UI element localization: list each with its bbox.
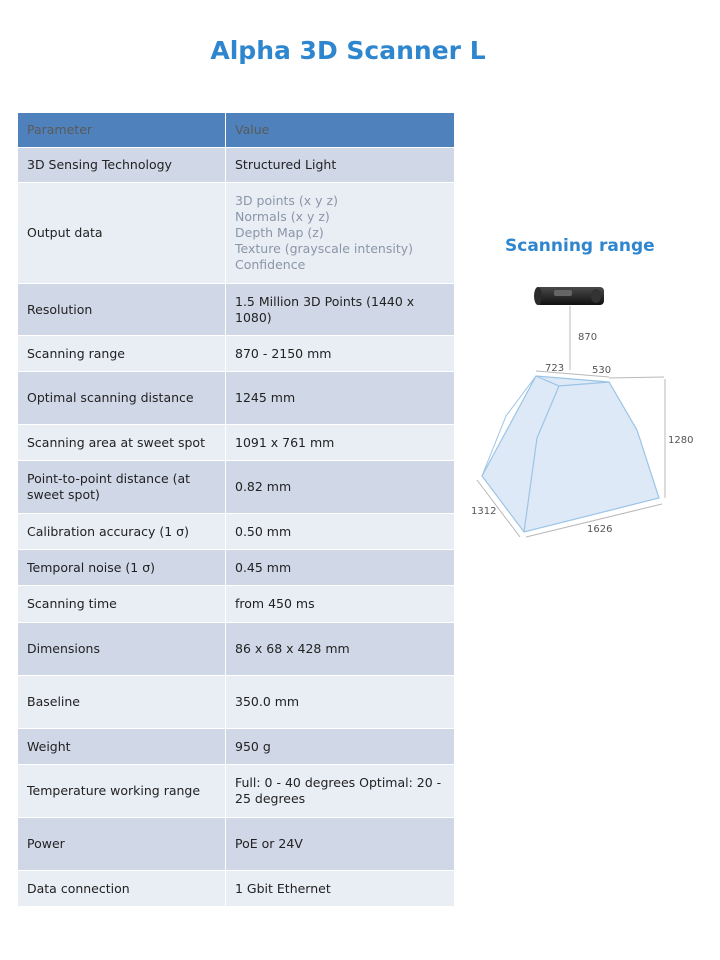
table-row — [18, 729, 455, 765]
param-cell: Weight — [18, 729, 226, 765]
distance-label: 870 — [578, 332, 598, 343]
output-line: Texture (grayscale intensity) — [235, 241, 413, 256]
top-depth-label: 530 — [592, 365, 612, 376]
value-cell: 0.50 mm — [226, 514, 455, 550]
value-cell: 1.5 Million 3D Points (1440 x 1080) — [226, 284, 455, 336]
value-cell: 0.82 mm — [226, 461, 455, 514]
param-cell: Point-to-point distance (at sweet spot) — [18, 461, 226, 514]
output-line: Depth Map (z) — [235, 225, 324, 240]
param-cell: Power — [18, 818, 226, 871]
scanner-device-icon — [534, 287, 604, 305]
bottom-width-label: 1626 — [587, 524, 613, 535]
param-cell: Calibration accuracy (1 σ) — [18, 514, 226, 550]
value-cell: 1091 x 761 mm — [226, 425, 455, 461]
param-cell: Resolution — [18, 284, 226, 336]
param-cell: Scanning area at sweet spot — [18, 425, 226, 461]
table-row — [18, 148, 455, 183]
value-cell: Structured Light — [226, 148, 455, 183]
value-cell: PoE or 24V — [226, 818, 455, 871]
bottom-depth-label: 1312 — [471, 506, 497, 517]
param-cell: Dimensions — [18, 623, 226, 676]
table-row — [18, 284, 455, 336]
table-row — [18, 461, 455, 514]
table-row — [18, 765, 455, 818]
table-row — [18, 550, 455, 586]
value-cell: 350.0 mm — [226, 676, 455, 729]
value-cell: Full: 0 - 40 degrees Optimal: 20 - 25 degrees — [226, 765, 455, 818]
param-cell: Scanning range — [18, 336, 226, 372]
table-row — [18, 818, 455, 871]
value-cell: from 450 ms — [226, 586, 455, 623]
value-cell: 0.45 mm — [226, 550, 455, 586]
height-label: 1280 — [668, 435, 694, 446]
param-cell: Temperature working range — [18, 765, 226, 818]
top-width-label: 723 — [545, 363, 565, 374]
value-cell: 86 x 68 x 428 mm — [226, 623, 455, 676]
table-row — [18, 871, 455, 907]
value-cell: 1 Gbit Ethernet — [226, 871, 455, 907]
table-row — [18, 514, 455, 550]
table-row — [18, 623, 455, 676]
scanning-range-title: Scanning range — [505, 236, 655, 256]
param-cell: 3D Sensing Technology — [18, 148, 226, 183]
param-cell: Output data — [18, 183, 226, 284]
page-title: Alpha 3D Scanner L — [210, 36, 486, 65]
table-row — [18, 676, 455, 729]
value-cell — [226, 183, 455, 284]
table-row — [18, 425, 455, 461]
param-cell: Optimal scanning distance — [18, 372, 226, 425]
param-cell: Scanning time — [18, 586, 226, 623]
table-header-row — [18, 113, 455, 148]
scanning-volume-shape — [482, 376, 659, 532]
param-cell: Data connection — [18, 871, 226, 907]
value-cell: 870 - 2150 mm — [226, 336, 455, 372]
value-cell: 950 g — [226, 729, 455, 765]
param-cell: Baseline — [18, 676, 226, 729]
spec-table — [17, 112, 455, 907]
output-line: Confidence — [235, 257, 306, 272]
table-row — [18, 372, 455, 425]
table-row — [18, 586, 455, 623]
scanning-range-diagram — [466, 278, 706, 548]
table-row — [18, 336, 455, 372]
param-cell: Temporal noise (1 σ) — [18, 550, 226, 586]
output-line: 3D points (x y z) — [235, 193, 338, 208]
value-cell: 1245 mm — [226, 372, 455, 425]
column-header-parameter: Parameter — [18, 113, 226, 148]
output-line: Normals (x y z) — [235, 209, 330, 224]
column-header-value: Value — [226, 113, 455, 148]
table-row — [18, 183, 455, 284]
